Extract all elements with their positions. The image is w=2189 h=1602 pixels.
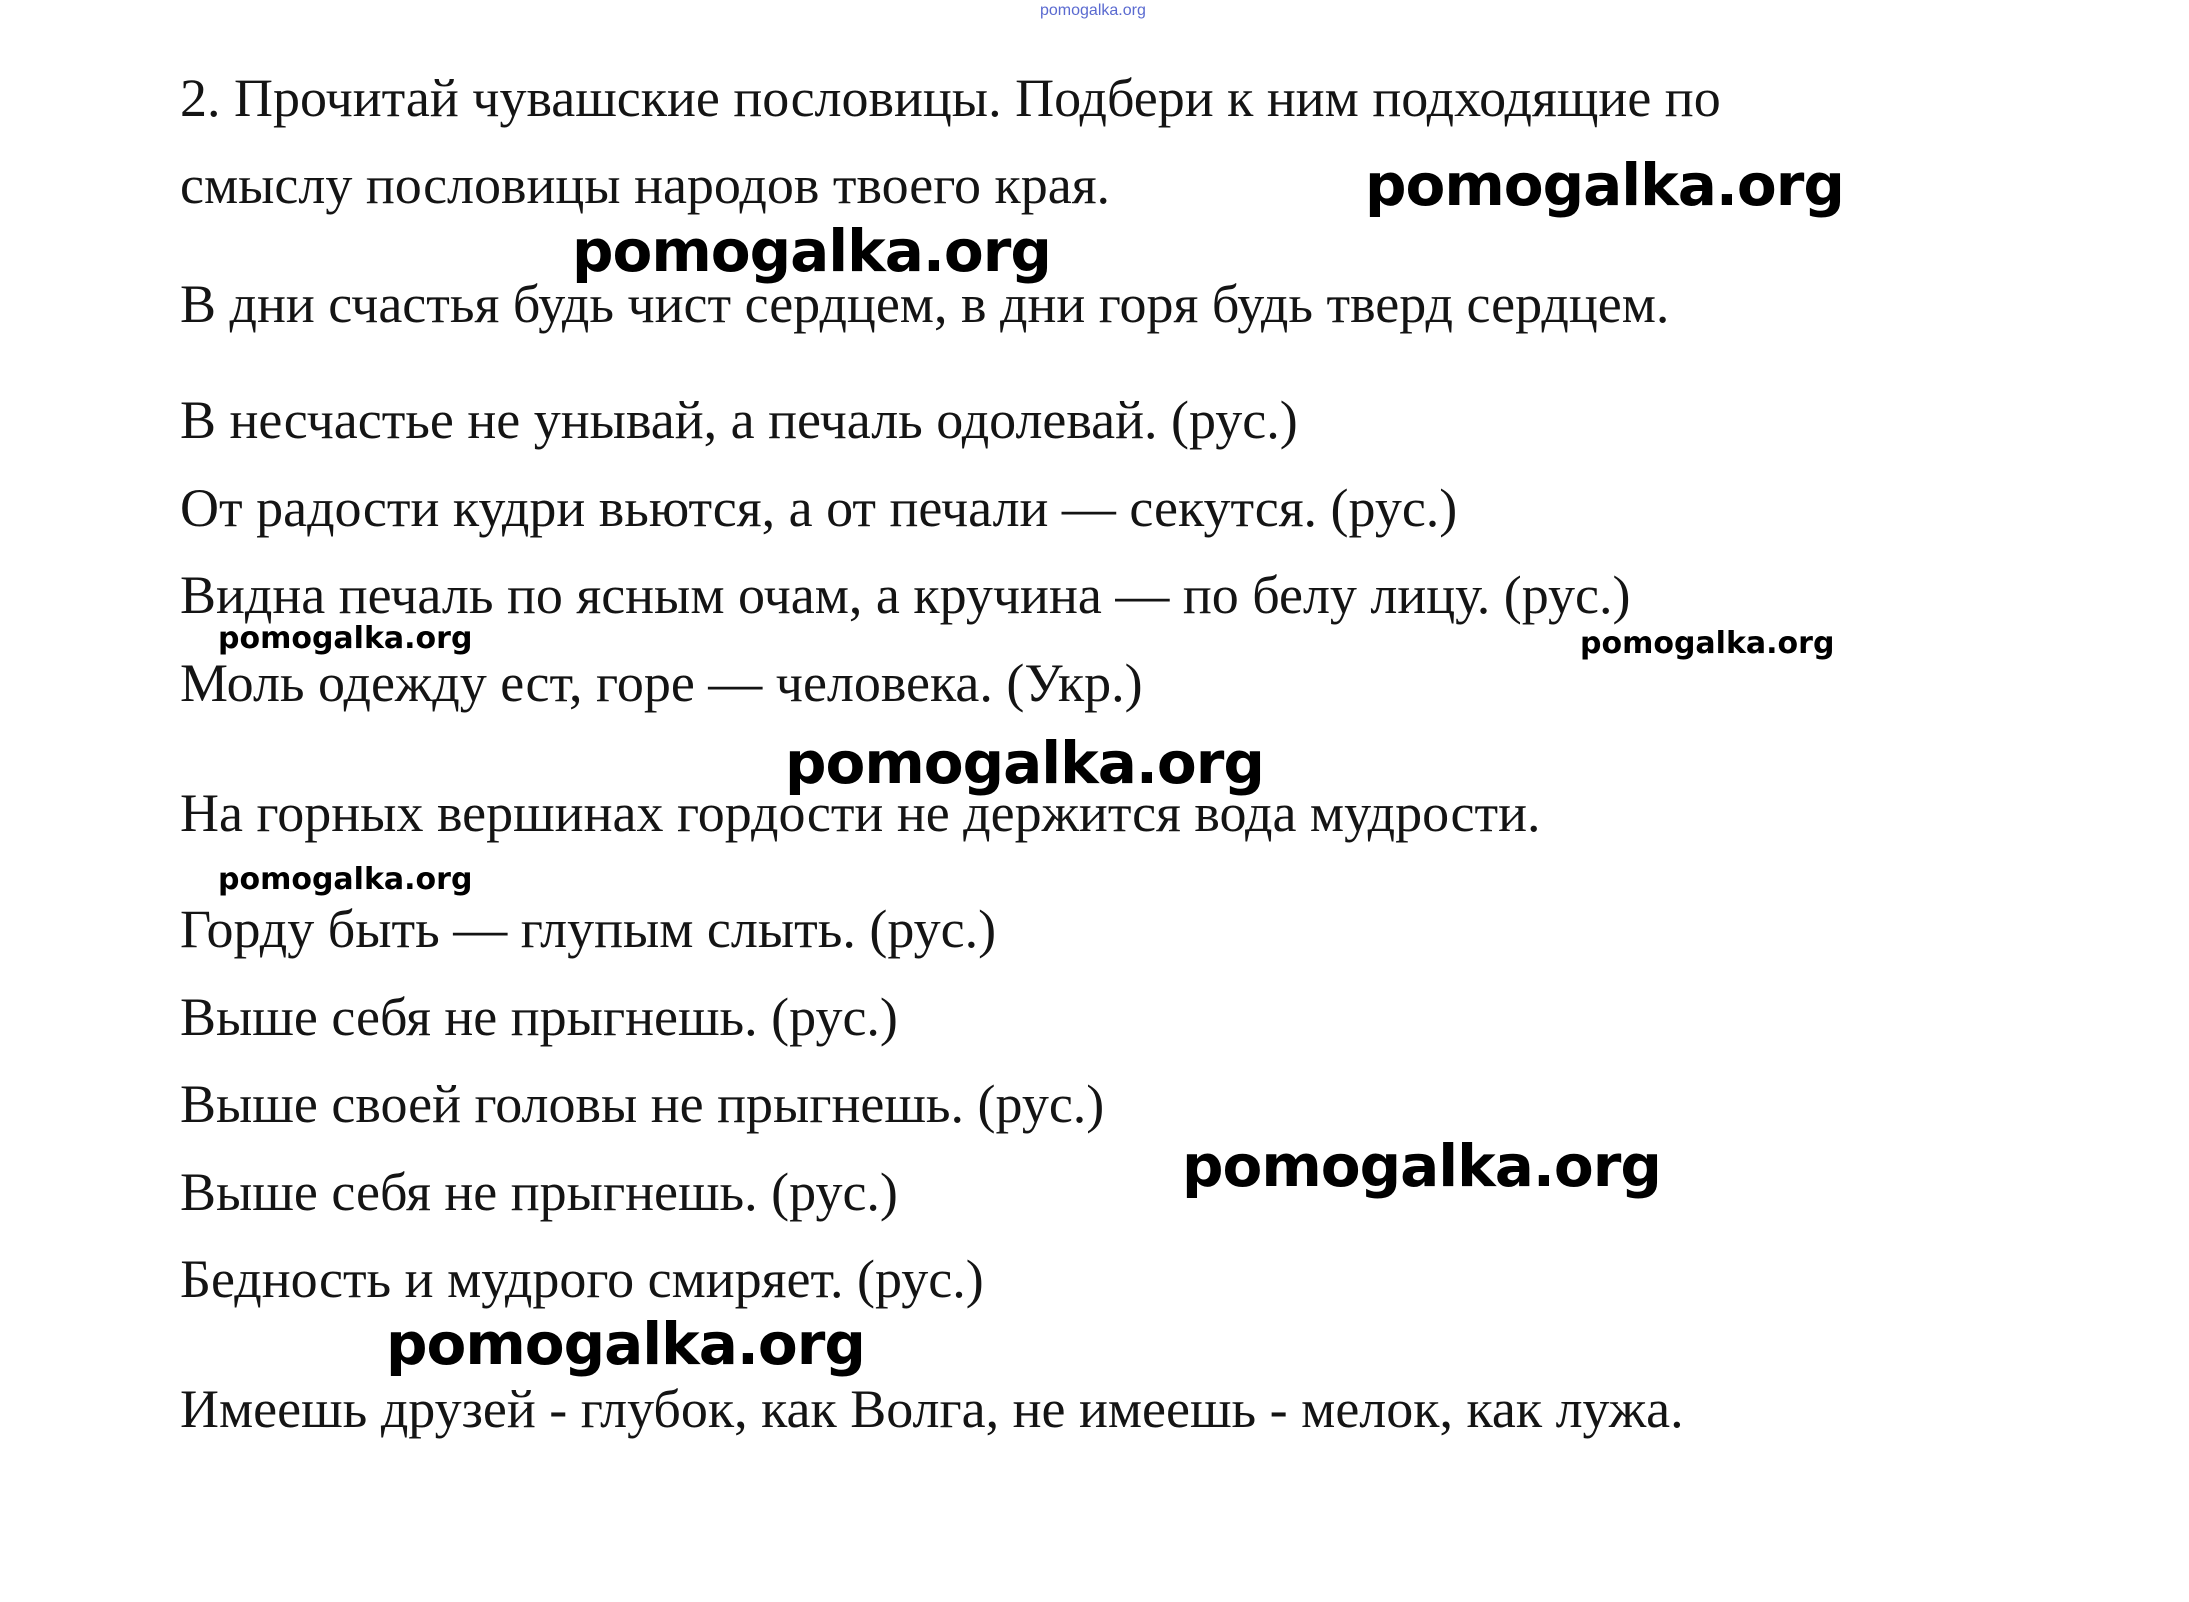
proverb-line: Выше себя не прыгнешь. (рус.): [180, 987, 898, 1047]
task-line-2: смыслу пословицы народов твоего края.: [180, 155, 1111, 215]
proverb-line: В несчастье не унывай, а печаль одолевай. (рус.): [180, 390, 1298, 450]
watermark-large: pomogalka.org: [785, 729, 1264, 797]
watermark-large: pomogalka.org: [1365, 151, 1844, 219]
proverb-line: Видна печаль по ясным очам, а кручина — по белу лицу. (рус.): [180, 565, 1631, 625]
proverb-line: Бедность и мудрого смиряет. (рус.): [180, 1249, 984, 1309]
proverb-line: В дни счастья будь чист сердцем, в дни горя будь тверд сердцем.: [180, 274, 1670, 334]
watermark-small: pomogalka.org: [218, 862, 473, 897]
watermark-large: pomogalka.org: [572, 217, 1051, 285]
watermark-large: pomogalka.org: [386, 1310, 865, 1378]
proverb-line: Горду быть — глупым слыть. (рус.): [180, 899, 997, 959]
proverb-line: Моль одежду ест, горе — человека. (Укр.): [180, 653, 1143, 713]
proverb-line: Имеешь друзей - глубок, как Волга, не имеешь - мелок, как лужа.: [180, 1379, 1684, 1439]
watermark-small: pomogalka.org: [1580, 626, 1835, 661]
proverb-line: Выше своей головы не прыгнешь. (рус.): [180, 1074, 1105, 1134]
proverb-line: Выше себя не прыгнешь. (рус.): [180, 1162, 898, 1222]
watermark-small: pomogalka.org: [218, 621, 473, 656]
task-line-1: 2. Прочитай чувашские пословицы. Подбери к ним подходящие по: [180, 68, 1721, 128]
watermark-top-tiny: pomogalka.org: [1040, 2, 1146, 19]
proverb-line: От радости кудри вьются, а от печали — секутся. (рус.): [180, 478, 1458, 538]
proverb-line: На горных вершинах гордости не держится вода мудрости.: [180, 783, 1541, 843]
watermark-large: pomogalka.org: [1182, 1132, 1661, 1200]
